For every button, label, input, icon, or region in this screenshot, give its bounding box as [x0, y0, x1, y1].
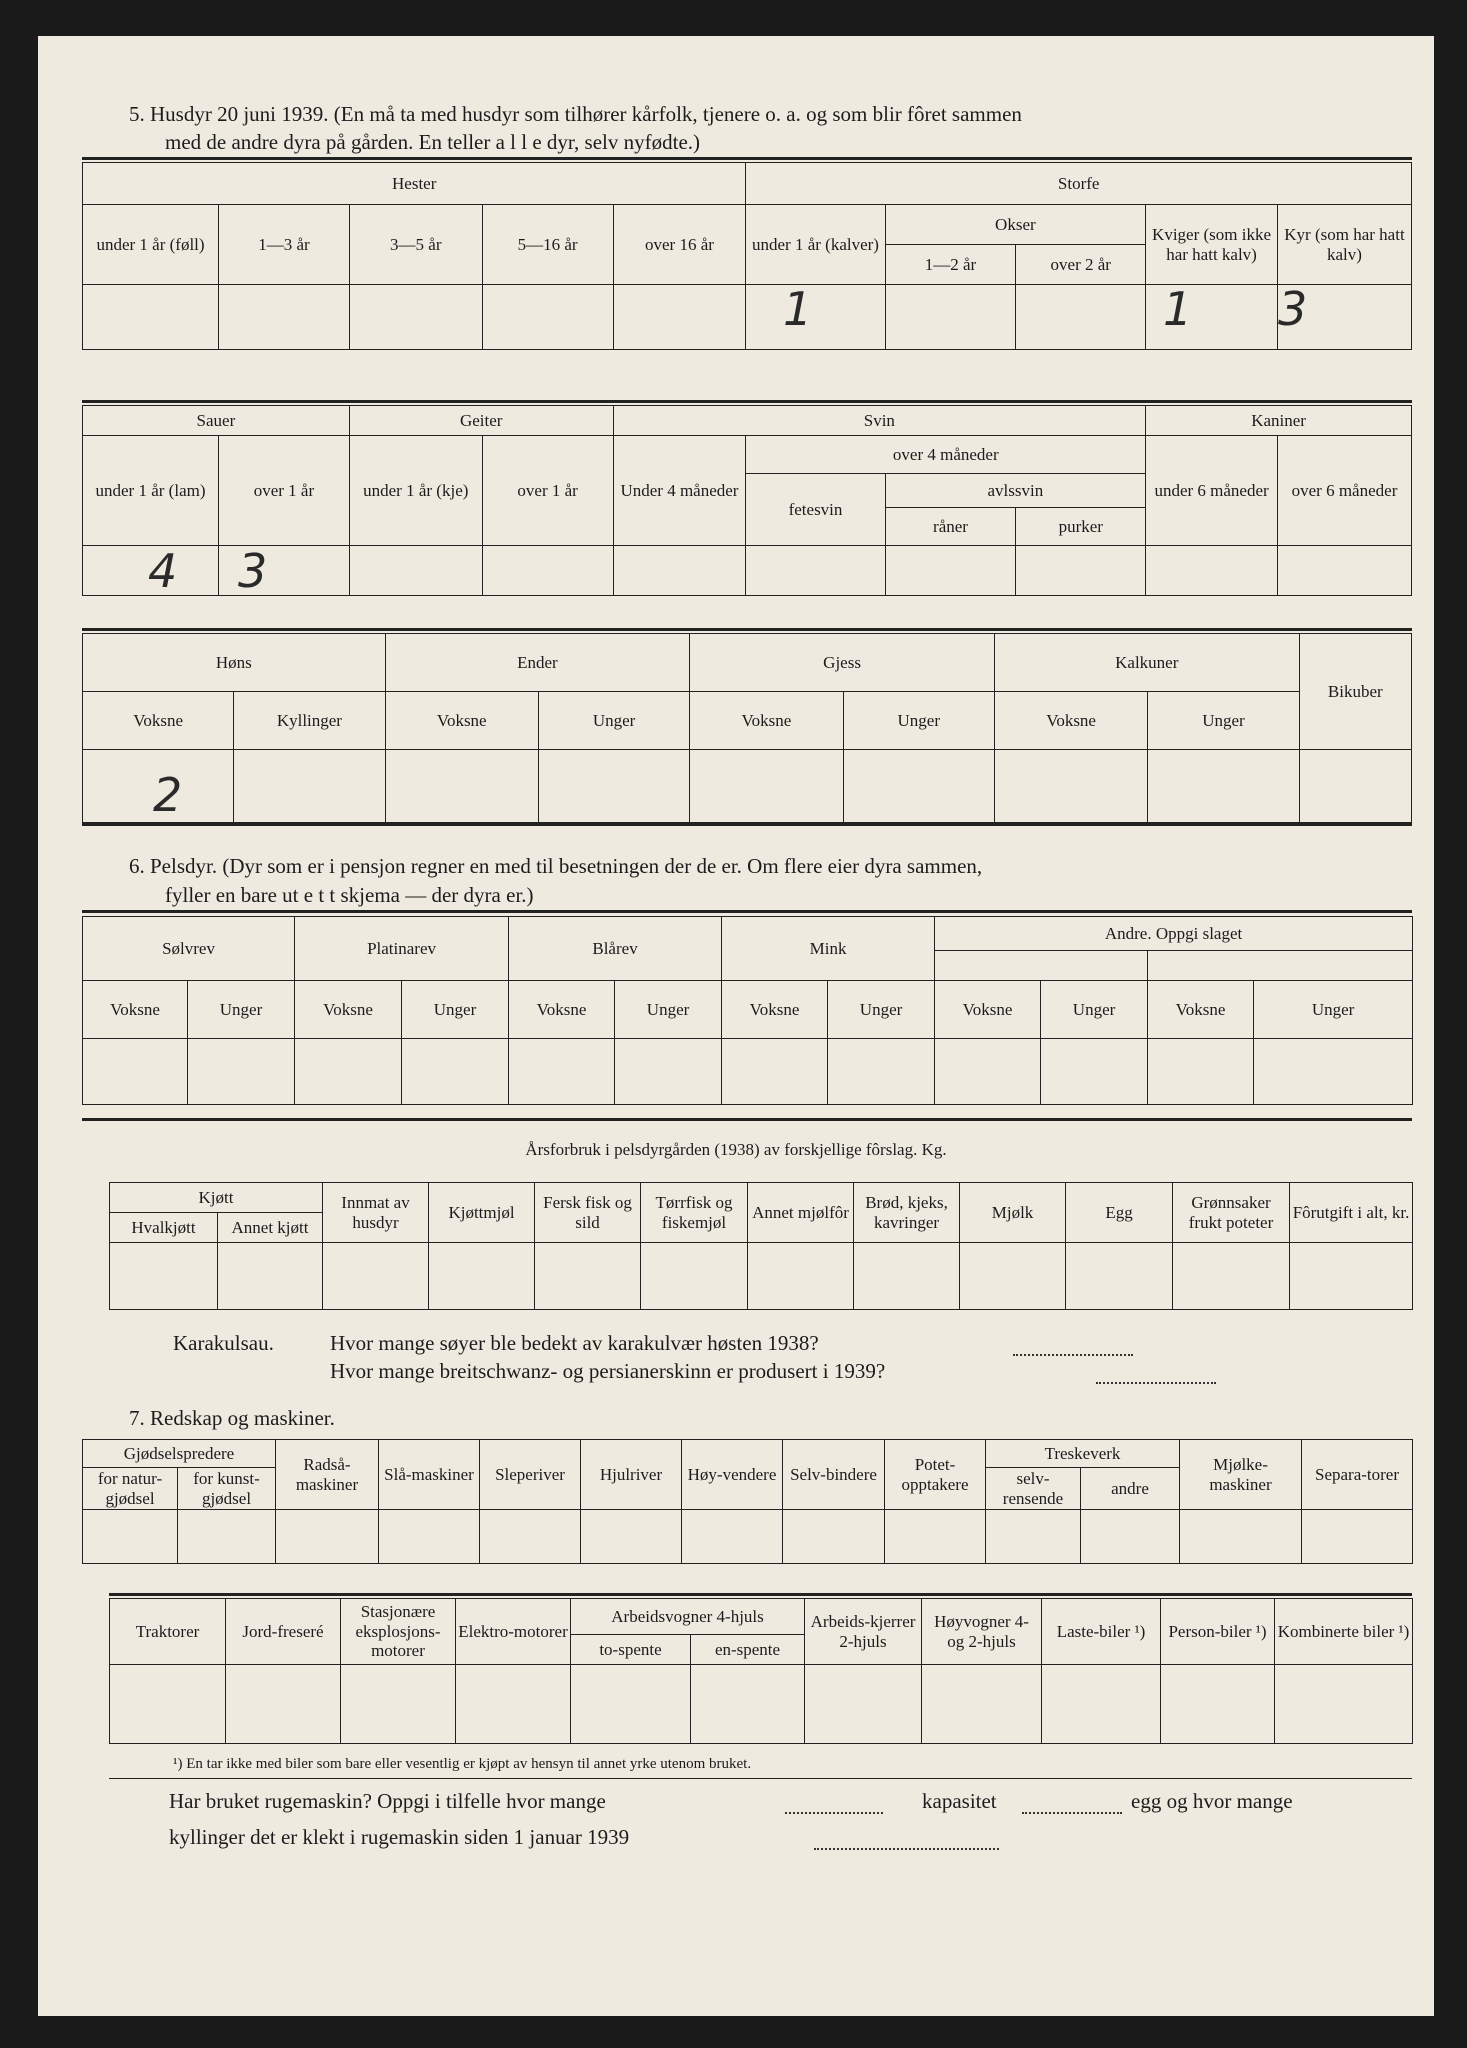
col-enspente: en-spente — [691, 1635, 805, 1665]
rule — [109, 1778, 1412, 1779]
cell[interactable] — [1254, 1039, 1413, 1105]
col-okser-1-2: 1—2 år — [885, 245, 1016, 285]
col-purker: purker — [1016, 508, 1146, 546]
col-egg: Egg — [1066, 1183, 1173, 1243]
col-kunstgjodsel: for kunst-gjødsel — [178, 1468, 276, 1510]
header-arbeidsvogner: Arbeidsvogner 4-hjuls — [571, 1599, 805, 1635]
rule — [82, 1118, 1412, 1121]
pelsdyr-table — [82, 916, 1413, 1105]
col-unger: Unger — [402, 981, 509, 1039]
col-kviger: Kviger (som ikke har hatt kalv) — [1146, 205, 1278, 285]
cell[interactable] — [935, 1039, 1041, 1105]
col-lastebiler: Laste-biler ¹) — [1042, 1599, 1161, 1665]
col-unger: Unger — [615, 981, 722, 1039]
cell[interactable] — [1302, 1510, 1413, 1564]
cell[interactable] — [1173, 1243, 1290, 1310]
header-ender: Ender — [385, 634, 690, 692]
cell[interactable] — [690, 750, 843, 823]
cell[interactable] — [349, 546, 482, 596]
rule — [82, 628, 1412, 631]
cell[interactable] — [1042, 1665, 1161, 1744]
cell[interactable] — [538, 750, 689, 823]
cell[interactable] — [226, 1665, 341, 1744]
col-3-5: 3—5 år — [349, 205, 482, 285]
header-treskeverk: Treskeverk — [986, 1440, 1180, 1468]
cell[interactable] — [805, 1665, 922, 1744]
col-raner: råner — [885, 508, 1016, 546]
rugemaskin-antall[interactable] — [785, 1812, 883, 1814]
cell[interactable] — [885, 1510, 986, 1564]
cell[interactable] — [885, 546, 1016, 596]
col-kyllinger: Kyllinger — [234, 692, 385, 750]
rugemaskin-kyllinger[interactable] — [814, 1848, 999, 1850]
col-under-4: Under 4 måneder — [613, 436, 746, 546]
col-unger: Unger — [1254, 981, 1413, 1039]
cell[interactable] — [219, 285, 350, 350]
cell[interactable] — [295, 1039, 402, 1105]
col-voksne: Voksne — [509, 981, 615, 1039]
col-ender-unger: Unger — [538, 692, 689, 750]
cell[interactable] — [482, 546, 613, 596]
cell[interactable] — [234, 750, 385, 823]
col-personbiler: Person-biler ¹) — [1161, 1599, 1275, 1665]
cell[interactable] — [1148, 750, 1299, 823]
col-voksne: Voksne — [1148, 981, 1254, 1039]
cell[interactable] — [1081, 1510, 1180, 1564]
col-jordfresere: Jord-freseré — [226, 1599, 341, 1665]
cell[interactable] — [482, 285, 613, 350]
section5-heading-2: med de andre dyra på gården. En teller a l l e dyr, selv nyfødte.) — [165, 130, 701, 154]
col-kalkuner-voksne: Voksne — [994, 692, 1147, 750]
header-platinarev: Platinarev — [295, 917, 509, 981]
col-kyr: Kyr (som har hatt kalv) — [1277, 205, 1411, 285]
cell[interactable] — [385, 750, 538, 823]
header-geiter: Geiter — [349, 406, 613, 436]
header-kjott: Kjøtt — [110, 1183, 323, 1213]
cell[interactable] — [986, 1510, 1081, 1564]
col-ender-voksne: Voksne — [385, 692, 538, 750]
cell[interactable] — [613, 285, 746, 350]
cell[interactable] — [1277, 546, 1411, 596]
col-andre: andre — [1081, 1468, 1180, 1510]
col-unger: Unger — [828, 981, 935, 1039]
header-kaniner: Kaniner — [1146, 406, 1412, 436]
col-innmat: Innmat av husdyr — [323, 1183, 429, 1243]
col-gronnsaker: Grønnsaker frukt poteter — [1173, 1183, 1290, 1243]
cell[interactable] — [349, 285, 482, 350]
col-5-16: 5—16 år — [482, 205, 613, 285]
col-fersk-fisk: Fersk fisk og sild — [535, 1183, 641, 1243]
cell[interactable] — [402, 1039, 509, 1105]
col-sau-over-1: over 1 år — [219, 436, 350, 546]
cell[interactable] — [1161, 1665, 1275, 1744]
cell[interactable] — [1016, 546, 1146, 596]
rugemaskin-question: Har bruket rugemaskin? Oppgi i tilfelle hvor mange — [169, 1789, 606, 1813]
forbruk-title: Årsforbruk i pelsdyrgården (1938) av forskjellige fôrslag. Kg. — [525, 1140, 947, 1159]
header-bikuber: Bikuber — [1299, 634, 1411, 750]
rugemaskin-kapasitet-label: kapasitet — [922, 1789, 997, 1813]
section6-heading-2: fyller en bare ut e t t skjema — der dyra er.) — [165, 883, 534, 907]
cell[interactable] — [1066, 1243, 1173, 1310]
col-brod: Brød, kjeks, kavringer — [854, 1183, 960, 1243]
cell[interactable] — [509, 1039, 615, 1105]
col-stasjonaere-motorer: Stasjonære eksplosjons-motorer — [341, 1599, 456, 1665]
cell[interactable] — [843, 750, 994, 823]
section7-heading: 7. Redskap og maskiner. — [129, 1406, 335, 1430]
cell[interactable] — [178, 1510, 276, 1564]
col-forutgift: Fôrutgift i alt, kr. — [1290, 1183, 1413, 1243]
husdyr-table-2 — [82, 405, 1412, 596]
col-elektromotorer: Elektro-motorer — [456, 1599, 571, 1665]
header-sauer: Sauer — [83, 406, 350, 436]
col-selvrensende: selv-rensende — [986, 1468, 1081, 1510]
col-over-16: over 16 år — [613, 205, 746, 285]
cell[interactable] — [341, 1665, 456, 1744]
col-voksne: Voksne — [83, 981, 188, 1039]
header-over-4: over 4 måneder — [746, 436, 1146, 474]
cell[interactable] — [854, 1243, 960, 1310]
col-annet-mjolfor: Annet mjølfôr — [748, 1183, 854, 1243]
cell[interactable] — [571, 1665, 691, 1744]
cell[interactable] — [379, 1510, 480, 1564]
document-page — [38, 36, 1434, 2016]
cell[interactable] — [783, 1510, 885, 1564]
cell[interactable] — [218, 1243, 323, 1310]
cell[interactable] — [682, 1510, 783, 1564]
col-voksne: Voksne — [935, 981, 1041, 1039]
col-hons-voksne: Voksne — [83, 692, 234, 750]
karakul-answer-1[interactable] — [1013, 1354, 1133, 1356]
col-voksne: Voksne — [295, 981, 402, 1039]
header-okser: Okser — [885, 205, 1146, 245]
cell[interactable] — [535, 1243, 641, 1310]
header-storfe: Storfe — [746, 163, 1412, 205]
col-voksne: Voksne — [722, 981, 828, 1039]
header-hons: Høns — [83, 634, 386, 692]
col-okser-over-2: over 2 år — [1016, 245, 1146, 285]
cell[interactable] — [1180, 1510, 1302, 1564]
header-avlssvin: avlssvin — [885, 474, 1146, 508]
col-hjulriver: Hjulriver — [581, 1440, 682, 1510]
col-fetesvin: fetesvin — [746, 474, 885, 546]
header-solvrev: Sølvrev — [83, 917, 295, 981]
handwritten-hons: 2 — [153, 768, 183, 822]
fjorfe-table — [82, 633, 1412, 823]
cell[interactable] — [1290, 1243, 1413, 1310]
cell[interactable] — [722, 1039, 828, 1105]
cell[interactable] — [691, 1665, 805, 1744]
cell[interactable] — [188, 1039, 295, 1105]
cell[interactable] — [746, 285, 885, 350]
cell[interactable] — [276, 1510, 379, 1564]
col-kalver: under 1 år (kalver) — [746, 205, 885, 285]
cell[interactable] — [429, 1243, 535, 1310]
cell[interactable] — [83, 285, 219, 350]
header-svin: Svin — [613, 406, 1146, 436]
handwritten-kyr: 3 — [1278, 282, 1308, 336]
karakul-question-1: Hvor mange søyer ble bedekt av karakulvær høsten 1938? — [330, 1331, 819, 1355]
col-tospente: to-spente — [571, 1635, 691, 1665]
col-separatorer: Separa-torer — [1302, 1440, 1413, 1510]
header-mink: Mink — [722, 917, 935, 981]
rugemaskin-egg-label: egg og hvor mange — [1131, 1789, 1293, 1813]
cell[interactable] — [83, 1510, 178, 1564]
rule — [82, 400, 1412, 403]
col-hoyvendere: Høy-vendere — [682, 1440, 783, 1510]
col-unger: Unger — [1041, 981, 1148, 1039]
cell[interactable] — [323, 1243, 429, 1310]
karakul-label: Karakulsau. — [173, 1331, 274, 1355]
header-andre: Andre. Oppgi slaget — [935, 917, 1413, 951]
col-kanin-under-6: under 6 måneder — [1146, 436, 1278, 546]
col-selvbindere: Selv-bindere — [783, 1440, 885, 1510]
cell[interactable] — [110, 1665, 226, 1744]
cell[interactable] — [641, 1243, 748, 1310]
cell[interactable] — [581, 1510, 682, 1564]
col-geit-over-1: over 1 år — [482, 436, 613, 546]
cell[interactable] — [935, 951, 1148, 981]
rugemaskin-kyllinger-question: kyllinger det er klekt i rugemaskin siden 1 januar 1939 — [169, 1825, 630, 1849]
col-arbeidskjerrer: Arbeids-kjerrer 2-hjuls — [805, 1599, 922, 1665]
header-hester: Hester — [83, 163, 746, 205]
cell[interactable] — [110, 1243, 218, 1310]
karakul-question-2: Hvor mange breitschwanz- og persianerskinn er produsert i 1939? — [330, 1359, 886, 1383]
col-hoyvogner: Høyvogner 4- og 2-hjuls — [922, 1599, 1042, 1665]
col-mjolk: Mjølk — [960, 1183, 1066, 1243]
cell[interactable] — [456, 1665, 571, 1744]
rugemaskin-kapasitet[interactable] — [1022, 1812, 1122, 1814]
cell[interactable] — [746, 546, 885, 596]
col-lam: under 1 år (lam) — [83, 436, 219, 546]
col-slamaskiner: Slå-maskiner — [379, 1440, 480, 1510]
col-kanin-over-6: over 6 måneder — [1277, 436, 1411, 546]
handwritten-kalver: 1 — [783, 282, 813, 336]
col-traktorer: Traktorer — [110, 1599, 226, 1665]
forbruk-table — [109, 1182, 1413, 1310]
rule — [82, 157, 1412, 160]
cell[interactable] — [748, 1243, 854, 1310]
handwritten-kviger: 1 — [1163, 282, 1193, 336]
cell[interactable] — [83, 1039, 188, 1105]
karakul-answer-2[interactable] — [1096, 1382, 1216, 1384]
cell[interactable] — [1016, 285, 1146, 350]
cell[interactable] — [994, 750, 1147, 823]
col-under-1-foll: under 1 år (føll) — [83, 205, 219, 285]
redskap-table-1 — [82, 1439, 1413, 1564]
col-kjottmjol: Kjøttmjøl — [429, 1183, 535, 1243]
col-gjess-unger: Unger — [843, 692, 994, 750]
col-unger: Unger — [188, 981, 295, 1039]
rule — [109, 1593, 1412, 1596]
header-kalkuner: Kalkuner — [994, 634, 1299, 692]
cell[interactable] — [1148, 1039, 1254, 1105]
col-kombinerte-biler: Kombinerte biler ¹) — [1275, 1599, 1413, 1665]
col-naturgjodsel: for natur-gjødsel — [83, 1468, 178, 1510]
section5-heading: 5. Husdyr 20 juni 1939. (En må ta med husdyr som tilhører kårfolk, tjenere o. a. og som blir fôret sammen — [129, 102, 1022, 126]
col-kje: under 1 år (kje) — [349, 436, 482, 546]
col-mjolkemaskiner: Mjølke-maskiner — [1180, 1440, 1302, 1510]
cell[interactable] — [1275, 1665, 1413, 1744]
col-hvalkjott: Hvalkjøtt — [110, 1213, 218, 1243]
handwritten-sau: 3 — [238, 544, 268, 598]
cell[interactable] — [1041, 1039, 1148, 1105]
cell[interactable] — [613, 546, 746, 596]
cell[interactable] — [922, 1665, 1042, 1744]
cell[interactable] — [828, 1039, 935, 1105]
footnote: ¹) En tar ikke med biler som bare eller vesentlig er kjøpt av hensyn til annet yrke utenom bruket. — [173, 1756, 752, 1772]
cell[interactable] — [480, 1510, 581, 1564]
redskap-table-2 — [109, 1598, 1413, 1744]
cell[interactable] — [1146, 546, 1278, 596]
header-blarev: Blårev — [509, 917, 722, 981]
husdyr-table-1 — [82, 162, 1412, 350]
handwritten-lam: 4 — [148, 544, 178, 598]
col-kalkuner-unger: Unger — [1148, 692, 1299, 750]
cell[interactable] — [1299, 750, 1411, 823]
col-1-3: 1—3 år — [219, 205, 350, 285]
col-potetopptakere: Potet-opptakere — [885, 1440, 986, 1510]
rule — [82, 823, 1412, 826]
col-sleperiver: Sleperiver — [480, 1440, 581, 1510]
header-gjess: Gjess — [690, 634, 995, 692]
col-torrfisk: Tørrfisk og fiskemjøl — [641, 1183, 748, 1243]
cell[interactable] — [960, 1243, 1066, 1310]
header-gjodselspredere: Gjødselspredere — [83, 1440, 276, 1468]
col-annet-kjott: Annet kjøtt — [218, 1213, 323, 1243]
col-gjess-voksne: Voksne — [690, 692, 843, 750]
rule — [82, 910, 1412, 913]
cell[interactable] — [885, 285, 1016, 350]
section6-heading: 6. Pelsdyr. (Dyr som er i pensjon regner en med til besetningen der de er. Om flere eier dyra sammen, — [129, 854, 983, 878]
cell[interactable] — [1148, 951, 1413, 981]
col-radsamaskiner: Radså-maskiner — [276, 1440, 379, 1510]
cell[interactable] — [615, 1039, 722, 1105]
